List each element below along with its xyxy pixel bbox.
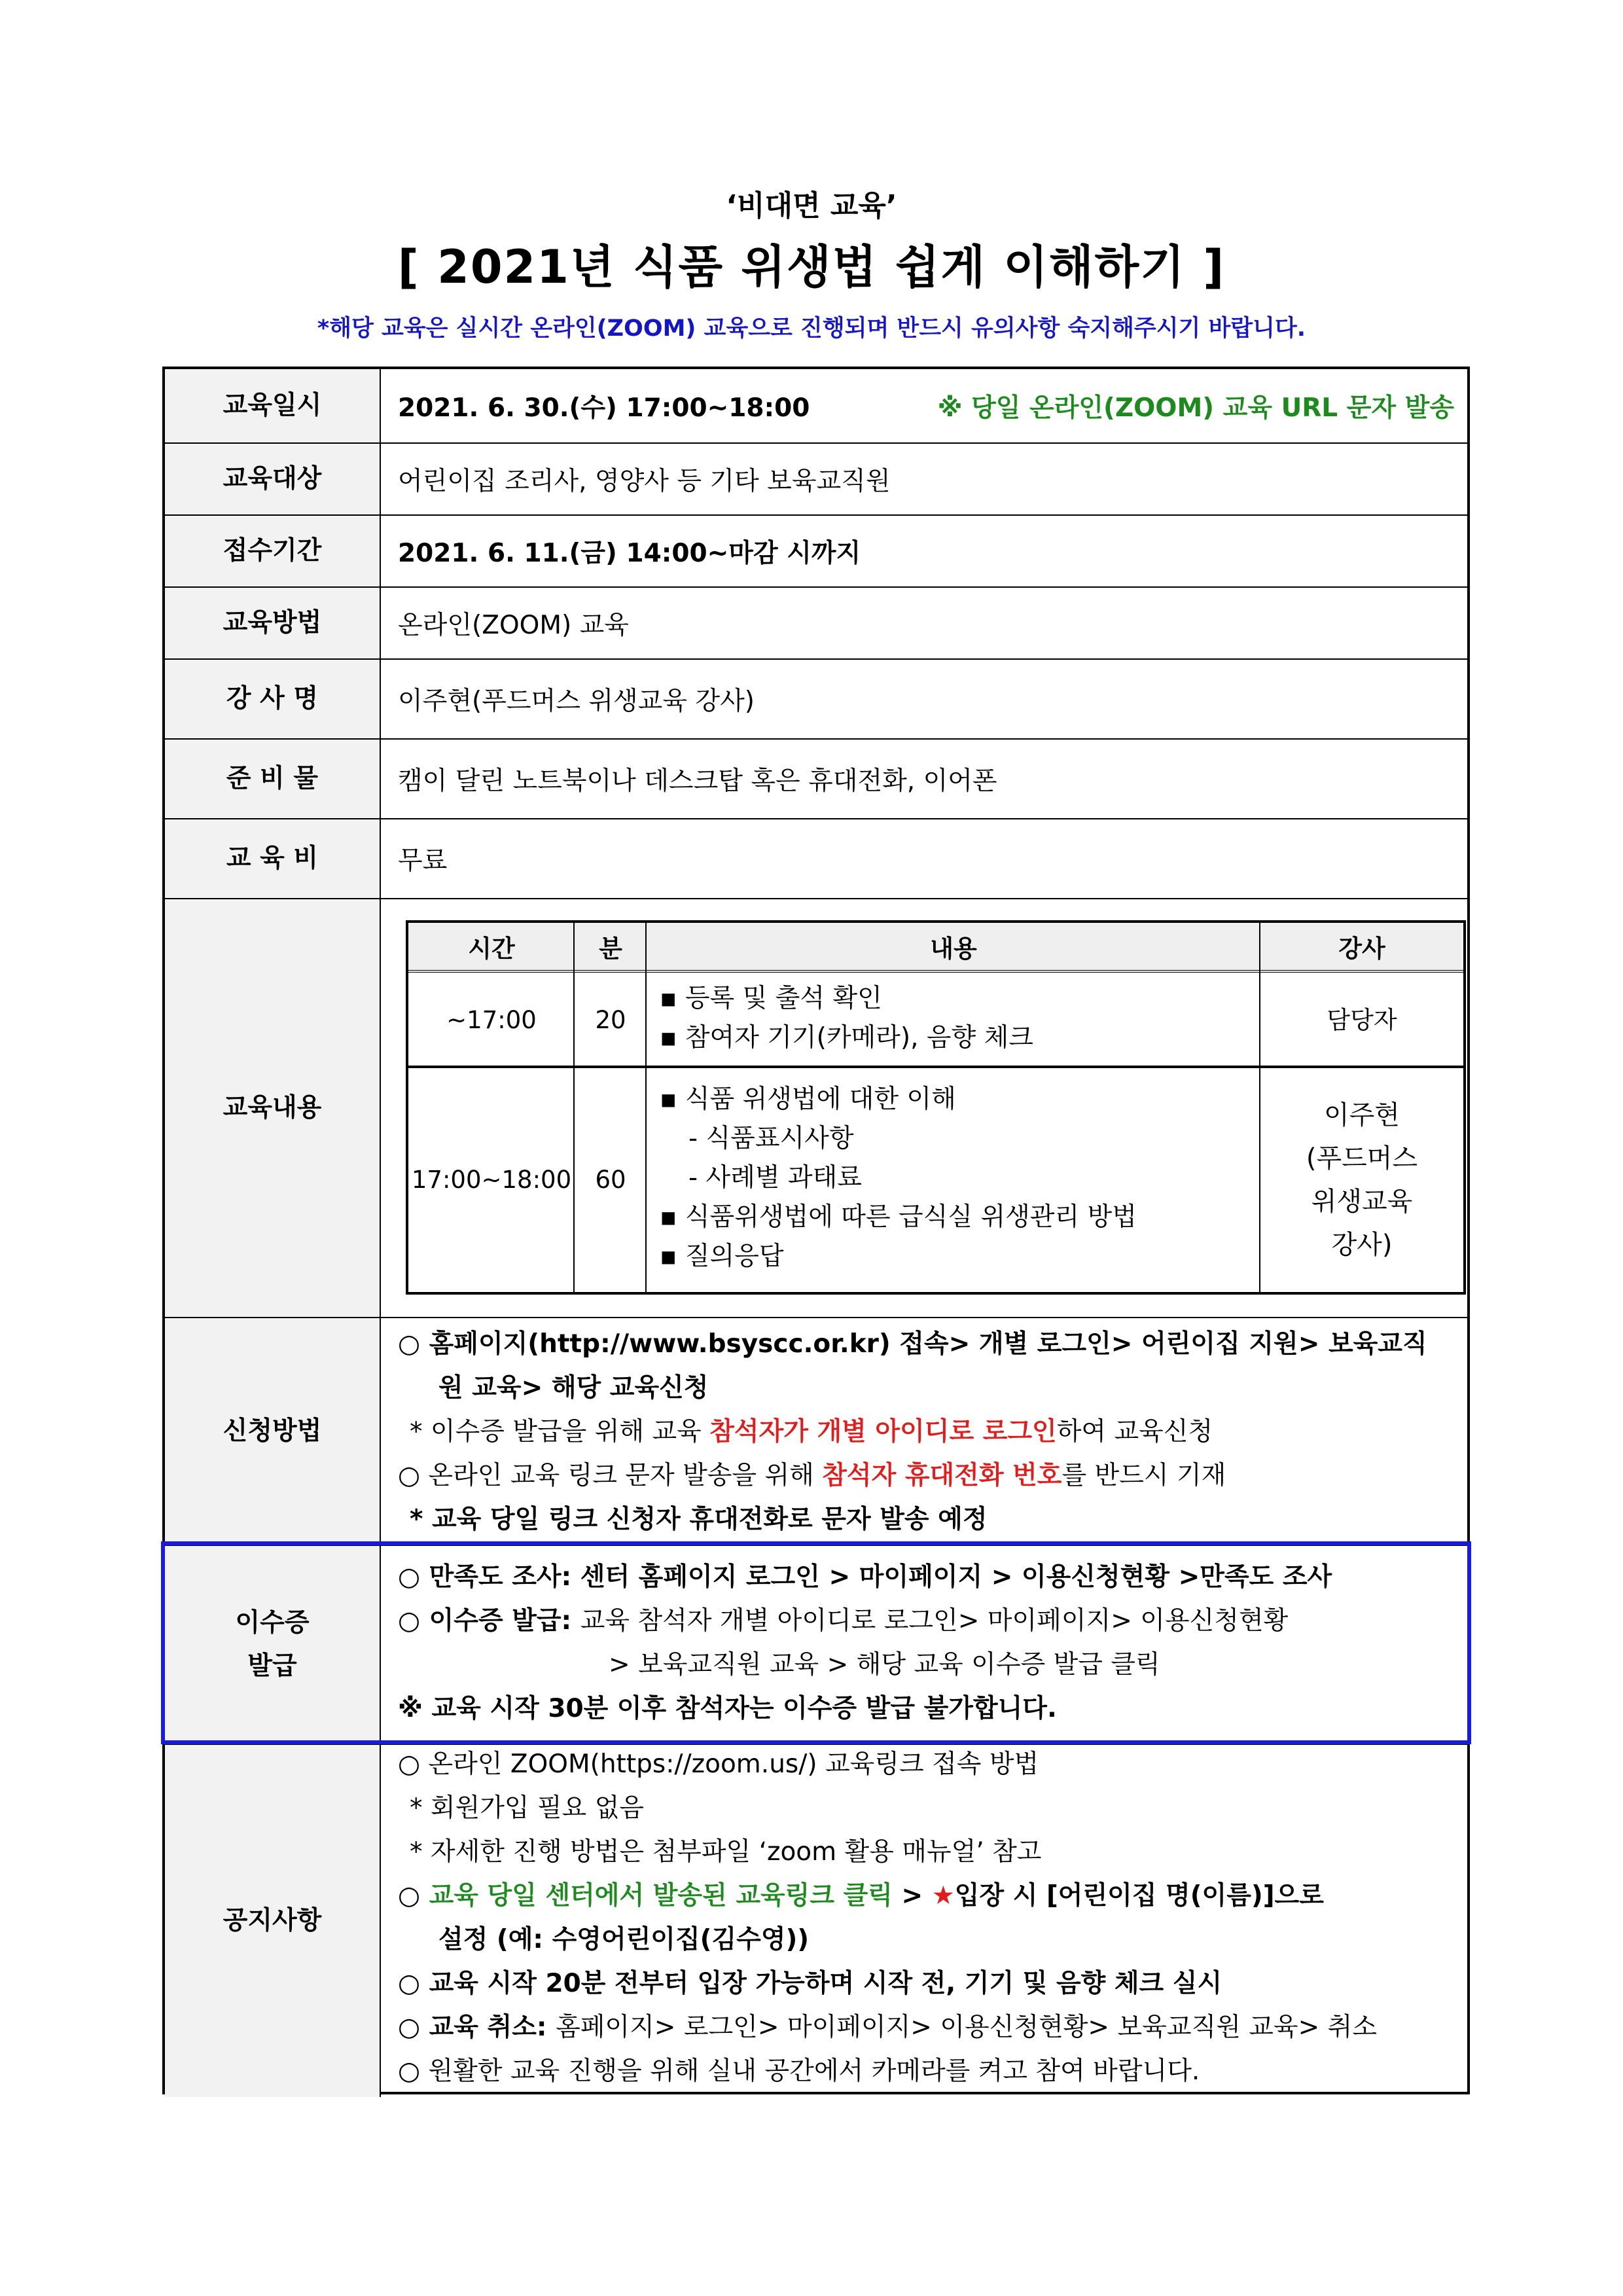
item-text: - 사례별 과태료 [688,1163,862,1193]
sched-header-lecturer: 강사 [1260,923,1463,973]
value-date: 2021. 6. 30.(수) 17:00~18:00 [398,393,810,423]
sched-min: 20 [595,1006,626,1035]
text: ○ [398,1881,429,1910]
row-notice [165,1744,1467,2097]
item-text: 질의응답 [685,1242,784,1271]
notice-line: 설정 (예: 수영어린이집(김수영)) [438,1925,810,1954]
sched-header-time: 시간 [408,923,575,973]
notice-lines [398,1742,1453,2093]
text: ○ 이수증 발급: [398,1606,580,1636]
apply-line: ○ 홈페이지(http://www.bsyscc.or.kr) 접속> 개별 로그인> 어린이집 지원> 보육교직 [398,1329,1427,1359]
list-item: ▪ 등록 및 출석 확인 [660,984,882,1013]
sched-time: ~17:00 [446,1006,537,1035]
lecturer-line: 강사) [1331,1230,1393,1260]
label-target: 교육대상 [165,444,381,514]
sched-content [660,1080,1249,1276]
notice-line: ○ 온라인 ZOOM(https://zoom.us/) 교육링크 접속 방법 [398,1749,1039,1779]
value-fee: 무료 [398,846,448,876]
list-item: ▪ 참여자 기기(카메라), 음향 체크 [660,1023,1033,1052]
text: > [892,1881,932,1910]
notice-line [398,2005,1453,2049]
text: 입장 시 [어린이집 명(이름)]으로 [954,1881,1324,1910]
row-apply [165,1317,1467,1545]
label-line: 발급 [247,1651,297,1681]
list-item [660,1158,1249,1198]
text: ○ 교육 취소: [398,2013,556,2042]
value-method: 온라인(ZOOM) 교육 [398,611,629,640]
label-lecturer: 강 사 명 [165,660,381,738]
label-notice: 공지사항 [165,1745,381,2097]
cert-line: ○ 만족도 조사: 센터 홈페이지 로그인 > 마이페이지 > 이용신청현황 >만족도 조사 [398,1562,1332,1592]
list-item [660,1119,1249,1158]
label-apply: 신청방법 [165,1318,381,1545]
notice-line: ○ 원활한 교육 진행을 위해 실내 공간에서 카메라를 켜고 참여 바랍니다. [398,2056,1200,2086]
star-icon: ★ [931,1881,955,1910]
sched-content [660,979,1249,1058]
notice-line [398,1874,1453,1918]
list-item: ▪ 질의응답 [660,1242,784,1271]
notice-line: * 회원가입 필요 없음 [410,1793,645,1823]
text: 교육 참석자 개별 아이디로 로그인> 마이페이지> 이용신청현황 [580,1606,1289,1636]
row-lecturer [165,658,1467,738]
highlight-text: 참석자가 개별 아이디로 로그인 [709,1417,1057,1446]
highlight-text: 교육 당일 센터에서 발송된 교육링크 클릭 [429,1881,893,1910]
label-method: 교육방법 [165,588,381,658]
notice-line: * 자세한 진행 방법은 첨부파일 ‘zoom 활용 매뉴얼’ 참고 [410,1837,1042,1867]
lecturer-line: (푸드머스 [1306,1143,1418,1174]
text: * 이수증 발급을 위해 교육 [410,1417,710,1446]
apply-line [398,1410,1453,1454]
item-text: - 식품표시사항 [688,1124,854,1153]
text: ○ 온라인 교육 링크 문자 발송을 위해 [398,1461,823,1490]
sched-lecturer [1260,1068,1463,1292]
label-content: 교육내용 [165,899,381,1317]
row-content [165,898,1467,1317]
date-note: ※ 당일 온라인(ZOOM) 교육 URL 문자 발송 [937,393,1454,423]
row-period [165,514,1467,586]
label-prep: 준 비 물 [165,740,381,818]
item-text: 참여자 기기(카메라), 음향 체크 [685,1023,1033,1052]
value-target: 어린이집 조리사, 영양사 등 기타 보육교직원 [398,467,891,496]
cert-line: ※ 교육 시작 30분 이후 참석자는 이수증 발급 불가합니다. [398,1694,1057,1723]
notice-line: ○ 교육 시작 20분 전부터 입장 가능하며 시작 전, 기기 및 음향 체크 실시 [398,1969,1222,1998]
sched-header-min: 분 [575,923,647,973]
sched-time: 17:00~18:00 [411,1166,572,1194]
apply-line [398,1454,1453,1498]
notice-text: *해당 교육은 실시간 온라인(ZOOM) 교육으로 진행되며 반드시 유의사항 숙지해주시기 바랍니다. [317,315,1306,342]
text: 를 반드시 기재 [1061,1461,1226,1490]
highlight-box [161,1541,1471,1744]
page-title: [ 2021년 식품 위생법 쉽게 이해하기 ] [397,240,1226,294]
row-fee [165,818,1467,898]
label-fee: 교 육 비 [165,819,381,898]
item-text: 식품 위생법에 대한 이해 [685,1085,956,1114]
sched-min: 60 [595,1166,626,1194]
row-date [165,369,1467,442]
list-item: ▪ 식품위생법에 따른 급식실 위생관리 방법 [660,1202,1137,1232]
apply-lines [398,1322,1453,1541]
lecturer-line: 이주현 [1324,1100,1400,1130]
item-text: 등록 및 출석 확인 [685,984,882,1013]
label-date: 교육일시 [165,369,381,442]
list-item: ▪ 식품 위생법에 대한 이해 [660,1085,956,1114]
schedule-table [406,920,1466,1295]
lecturer-line: 위생교육 [1311,1187,1413,1217]
value-date-wrap [398,369,1454,442]
apply-line: 원 교육> 해당 교육신청 [438,1373,709,1403]
row-prep [165,738,1467,818]
label-period: 접수기간 [165,516,381,586]
text: 하여 교육신청 [1056,1417,1213,1446]
label-line: 이수증 [235,1607,310,1638]
value-lecturer: 이주현(푸드머스 위생교육 강사) [398,687,755,716]
row-target [165,442,1467,514]
sched-header-content: 내용 [647,923,1260,973]
value-prep: 캠이 달린 노트북이나 데스크탑 혹은 휴대전화, 이어폰 [398,766,997,796]
row-method [165,586,1467,658]
sched-lecturer: 담당자 [1327,1006,1397,1035]
item-text: 식품위생법에 따른 급식실 위생관리 방법 [685,1202,1137,1232]
highlight-text: 참석자 휴대전화 번호 [822,1461,1062,1490]
value-period: 2021. 6. 11.(금) 14:00~마감 시까지 [398,539,861,568]
apply-line: * 교육 당일 링크 신청자 휴대전화로 문자 발송 예정 [410,1505,988,1534]
subtitle: ‘비대면 교육’ [726,189,897,223]
info-table [162,367,1470,2094]
cert-line: > 보육교직원 교육 > 해당 교육 이수증 발급 클릭 [609,1650,1160,1679]
text: 홈페이지> 로그인> 마이페이지> 이용신청현황> 보육교직원 교육> 취소 [556,2013,1378,2042]
